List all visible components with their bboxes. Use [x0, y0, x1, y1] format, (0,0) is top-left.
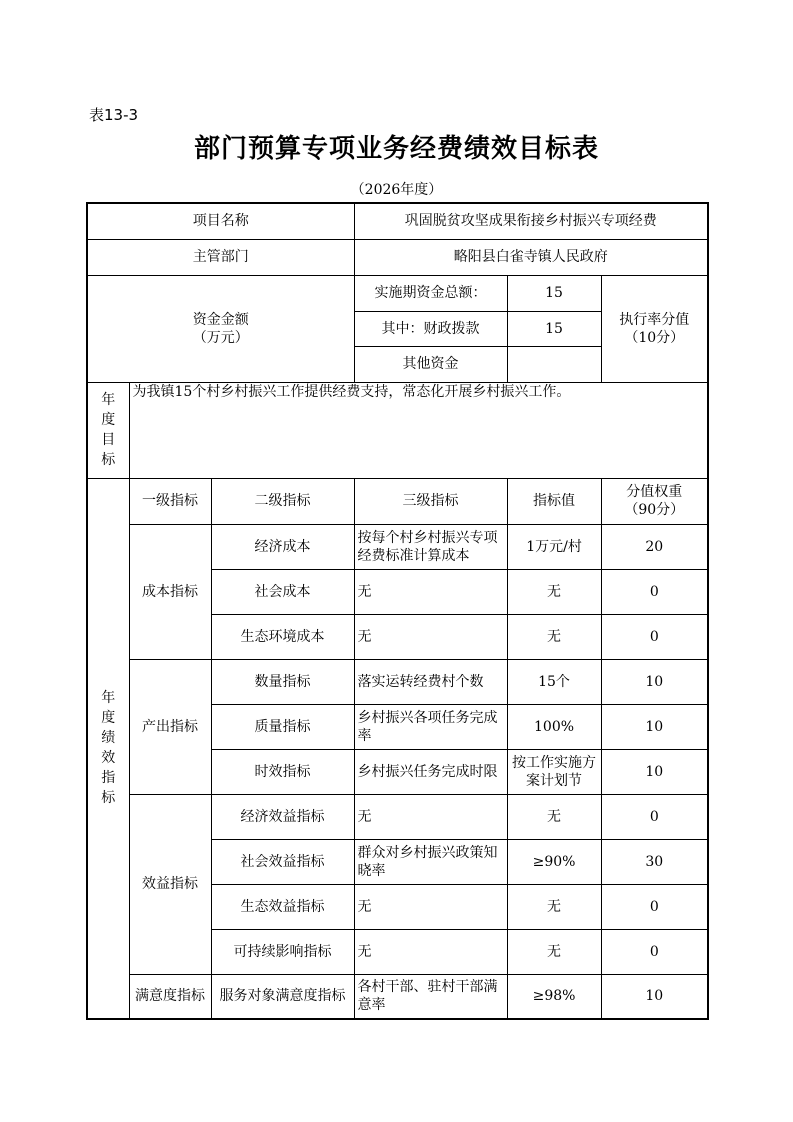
indicator-weight: 0 — [601, 884, 708, 929]
indicator-weight: 0 — [601, 614, 708, 659]
level3-indicator: 各村干部、驻村干部满意率 — [354, 974, 507, 1019]
funds-total-label: 实施期资金总额： — [354, 275, 507, 311]
level3-indicator: 无 — [354, 884, 507, 929]
indicator-value: 15个 — [507, 659, 601, 704]
indicator-row — [87, 974, 708, 1019]
funds-label-line2: （万元） — [192, 329, 249, 346]
header-level2: 二级指标 — [211, 478, 354, 524]
level2-indicator: 社会成本 — [211, 569, 354, 614]
level1-indicator: 成本指标 — [129, 524, 211, 659]
level3-indicator: 按每个村乡村振兴专项经费标准计算成本 — [354, 524, 507, 569]
level2-indicator: 服务对象满意度指标 — [211, 974, 354, 1019]
project-name-label: 项目名称 — [87, 203, 354, 239]
annual-goal-text: 为我镇15个村乡村振兴工作提供经费支持，常态化开展乡村振兴工作。 — [129, 382, 708, 478]
annual-goal-row — [87, 382, 708, 478]
level1-indicator: 满意度指标 — [129, 974, 211, 1019]
indicator-weight: 0 — [601, 569, 708, 614]
level3-indicator: 群众对乡村振兴政策知晓率 — [354, 839, 507, 884]
indicator-weight: 10 — [601, 974, 708, 1019]
level2-indicator: 生态环境成本 — [211, 614, 354, 659]
annual-goal-label-text: 年度目标 — [101, 392, 116, 468]
indicator-section-label-text: 年度绩效指标 — [101, 690, 116, 807]
department-value: 略阳县白雀寺镇人民政府 — [354, 239, 708, 275]
indicator-value: 无 — [507, 569, 601, 614]
page-title: 部门预算专项业务经费绩效目标表 — [193, 134, 599, 164]
indicator-weight: 0 — [601, 794, 708, 839]
header-value: 指标值 — [507, 478, 601, 524]
level2-indicator: 生态效益指标 — [211, 884, 354, 929]
funds-other-value — [507, 346, 601, 382]
indicator-value: 按工作实施方案计划节 — [507, 749, 601, 794]
funds-total-row — [87, 275, 708, 311]
funds-total-value: 15 — [507, 275, 601, 311]
level3-indicator: 落实运转经费村个数 — [354, 659, 507, 704]
level2-indicator: 数量指标 — [211, 659, 354, 704]
indicator-value: 无 — [507, 884, 601, 929]
indicator-value: 100% — [507, 704, 601, 749]
indicator-row — [87, 524, 708, 569]
indicator-value: ≥98% — [507, 974, 601, 1019]
level3-indicator: 无 — [354, 929, 507, 974]
department-label: 主管部门 — [87, 239, 354, 275]
indicator-value: 无 — [507, 794, 601, 839]
funds-label-line1: 资金金额 — [192, 311, 249, 328]
level3-indicator: 无 — [354, 569, 507, 614]
header-level1: 一级指标 — [129, 478, 211, 524]
annual-goal-label — [87, 382, 129, 478]
level2-indicator: 经济成本 — [211, 524, 354, 569]
indicator-header-row — [87, 478, 708, 524]
level1-indicator: 产出指标 — [129, 659, 211, 794]
table-number: 表13-3 — [89, 106, 139, 124]
funds-fiscal-label: 其中：财政拨款 — [354, 311, 507, 346]
performance-table — [86, 202, 709, 1020]
department-row — [87, 239, 708, 275]
indicator-weight: 10 — [601, 659, 708, 704]
level3-indicator: 乡村振兴任务完成时限 — [354, 749, 507, 794]
header-weight-line1: 分值权重 — [626, 484, 683, 500]
indicator-row — [87, 659, 708, 704]
indicator-row — [87, 794, 708, 839]
funds-other-label: 其他资金 — [354, 346, 507, 382]
level1-indicator: 效益指标 — [129, 794, 211, 974]
project-name-row — [87, 203, 708, 239]
indicator-weight: 0 — [601, 929, 708, 974]
indicator-section-label — [87, 478, 129, 1019]
level3-indicator: 无 — [354, 614, 507, 659]
level2-indicator: 可持续影响指标 — [211, 929, 354, 974]
level3-indicator: 无 — [354, 794, 507, 839]
level2-indicator: 质量指标 — [211, 704, 354, 749]
execution-rate-label — [601, 275, 708, 382]
execution-rate-line2: （10分） — [624, 329, 685, 346]
indicator-weight: 10 — [601, 704, 708, 749]
execution-rate-line1: 执行率分值 — [619, 311, 690, 328]
header-level3: 三级指标 — [354, 478, 507, 524]
indicator-value: 1万元/村 — [507, 524, 601, 569]
level3-indicator: 乡村振兴各项任务完成率 — [354, 704, 507, 749]
funds-fiscal-value: 15 — [507, 311, 601, 346]
indicator-value: 无 — [507, 929, 601, 974]
header-weight — [601, 478, 708, 524]
indicator-weight: 30 — [601, 839, 708, 884]
indicator-value: 无 — [507, 614, 601, 659]
indicator-value: ≥90% — [507, 839, 601, 884]
funds-label — [87, 275, 354, 382]
level2-indicator: 时效指标 — [211, 749, 354, 794]
indicator-weight: 20 — [601, 524, 708, 569]
level2-indicator: 经济效益指标 — [211, 794, 354, 839]
header-weight-line2: （90分） — [624, 502, 685, 518]
level2-indicator: 社会效益指标 — [211, 839, 354, 884]
indicator-weight: 10 — [601, 749, 708, 794]
year-note: （2026年度） — [350, 182, 443, 198]
project-name-value: 巩固脱贫攻坚成果衔接乡村振兴专项经费 — [354, 203, 708, 239]
